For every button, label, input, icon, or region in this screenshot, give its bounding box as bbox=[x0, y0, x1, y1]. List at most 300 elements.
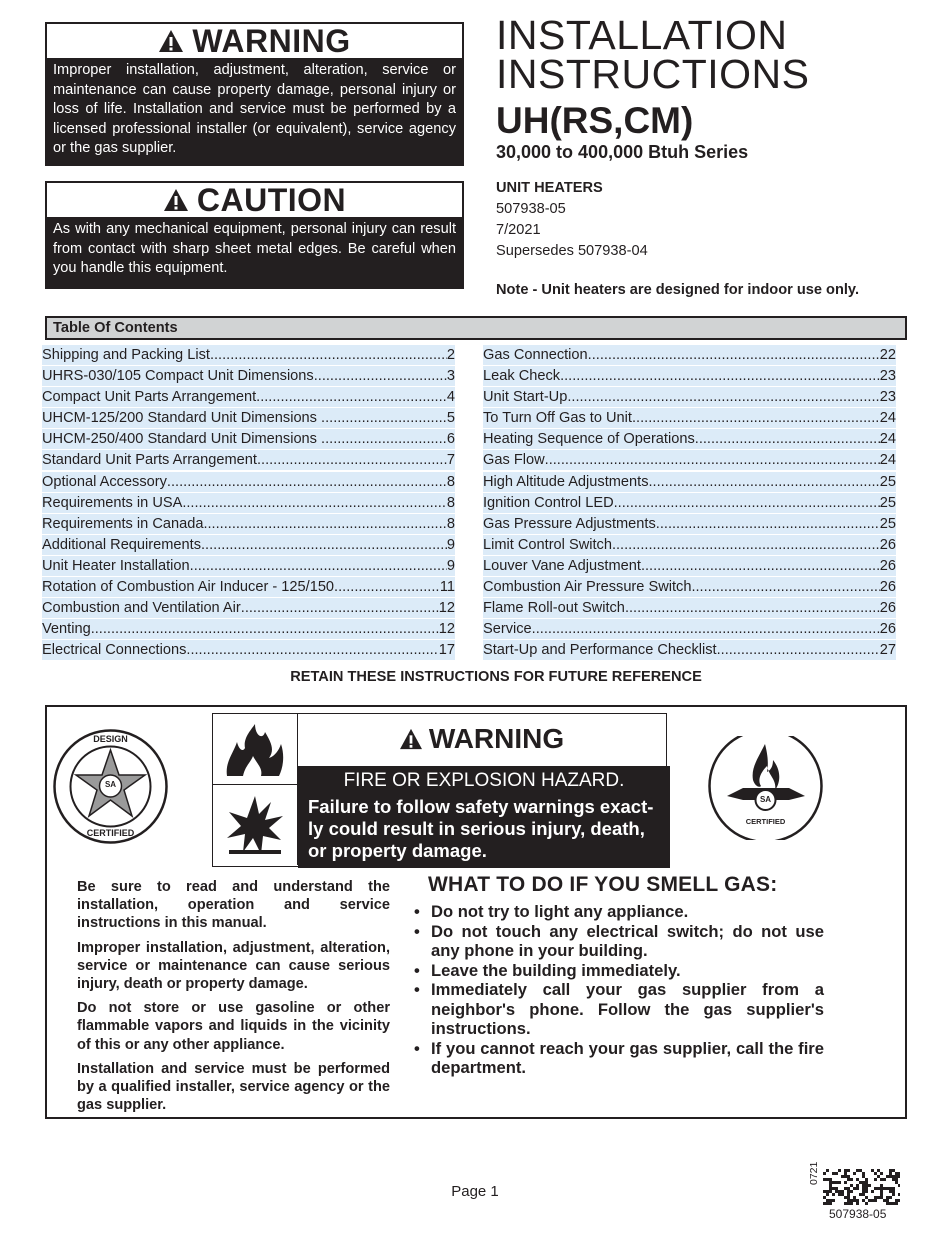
barcode-module bbox=[823, 1196, 826, 1199]
toc-entry-title: Ignition Control LED bbox=[483, 494, 614, 511]
barcode-module bbox=[847, 1190, 850, 1193]
toc-left-column bbox=[42, 345, 455, 661]
barcode-module bbox=[883, 1199, 886, 1202]
toc-entry-title: Combustion Air Pressure Switch bbox=[483, 579, 692, 596]
toc-entry-title: High Altitude Adjustments bbox=[483, 473, 649, 490]
toc-entry-title: Shipping and Packing List bbox=[42, 347, 210, 363]
barcode-module bbox=[847, 1193, 850, 1196]
toc-leader-dots bbox=[182, 494, 447, 513]
barcode-module bbox=[880, 1196, 883, 1199]
barcode-module bbox=[847, 1199, 850, 1202]
retain-notice: RETAIN THESE INSTRUCTIONS FOR FUTURE REFERENCE bbox=[290, 669, 702, 685]
csa-certified-logo bbox=[707, 736, 824, 840]
toc-entry-title: Gas Connection bbox=[483, 347, 588, 363]
toc-entry-page: 24 bbox=[879, 410, 896, 427]
toc-entry-title: UHCM-250/400 Standard Unit Dimensions ........ bbox=[42, 431, 354, 448]
barcode-module bbox=[865, 1187, 868, 1190]
barcode-module bbox=[895, 1181, 898, 1184]
toc-entry[interactable] bbox=[483, 366, 896, 386]
toc-leader-dots bbox=[353, 430, 446, 449]
toc-entry-page: 25 bbox=[879, 515, 896, 532]
toc-leader-dots bbox=[632, 409, 880, 428]
toc-entry[interactable] bbox=[483, 514, 896, 534]
barcode-module bbox=[889, 1187, 892, 1190]
barcode-module bbox=[886, 1187, 889, 1190]
toc-leader-dots bbox=[349, 409, 446, 428]
barcode-module bbox=[844, 1181, 847, 1184]
toc-entry[interactable] bbox=[42, 450, 455, 470]
barcode-module bbox=[886, 1196, 889, 1199]
toc-entry-page: 12 bbox=[438, 600, 455, 617]
barcode-module bbox=[847, 1196, 850, 1199]
barcode-module bbox=[880, 1187, 883, 1190]
barcode-module bbox=[865, 1190, 868, 1193]
series-range: 30,000 to 400,000 Btuh Series bbox=[496, 142, 749, 162]
barcode-module bbox=[859, 1169, 862, 1172]
barcode-module bbox=[844, 1187, 847, 1190]
barcode-module bbox=[859, 1181, 862, 1184]
toc-leader-dots bbox=[545, 451, 880, 470]
title-line-2: INSTRUCTIONS bbox=[496, 51, 810, 97]
barcode-module bbox=[874, 1196, 877, 1199]
barcode-module bbox=[871, 1190, 874, 1193]
toc-leader-dots bbox=[167, 473, 447, 492]
toc-entry[interactable] bbox=[42, 577, 455, 597]
toc-leader-dots bbox=[717, 641, 880, 660]
model-number: UH(RS,CM) bbox=[496, 100, 694, 141]
toc-entry-page: 17 bbox=[438, 642, 455, 659]
toc-entry[interactable] bbox=[42, 366, 455, 386]
toc-entry[interactable] bbox=[483, 535, 896, 555]
barcode-module bbox=[889, 1175, 892, 1178]
barcode-module bbox=[868, 1199, 871, 1202]
barcode-module bbox=[865, 1202, 868, 1205]
barcode-module bbox=[865, 1196, 868, 1199]
barcode-module bbox=[826, 1169, 829, 1172]
toc-leader-dots bbox=[695, 430, 880, 449]
list-item: • Leave the building immediately. bbox=[414, 960, 681, 980]
toc-entry-page: 26 bbox=[879, 621, 896, 638]
barcode-module bbox=[880, 1178, 883, 1181]
toc-entry[interactable] bbox=[483, 619, 896, 639]
qr-code-icon bbox=[823, 1169, 900, 1205]
toc-entry-title: Unit Heater Installation bbox=[42, 557, 190, 574]
toc-entry-title: Compact Unit Parts Arrangement bbox=[42, 389, 257, 406]
toc-entry-page: 26 bbox=[879, 579, 896, 596]
toc-leader-dots bbox=[532, 620, 880, 639]
toc-entry[interactable] bbox=[483, 429, 896, 449]
toc-entry[interactable] bbox=[483, 408, 896, 428]
barcode-module bbox=[880, 1190, 883, 1193]
doc-date: 7/2021 bbox=[496, 222, 541, 238]
toc-leader-dots bbox=[614, 494, 880, 513]
indoor-note bbox=[496, 282, 859, 298]
barcode-module bbox=[862, 1199, 865, 1202]
design-mark: SA bbox=[104, 780, 117, 789]
toc-entry-title: Additional Requirements bbox=[42, 536, 201, 553]
toc-leader-dots bbox=[257, 451, 447, 470]
toc-leader-dots bbox=[256, 388, 447, 407]
barcode-module bbox=[844, 1169, 847, 1172]
smell-gas-list bbox=[414, 902, 824, 1078]
barcode-module bbox=[889, 1196, 892, 1199]
category: UNIT HEATERS bbox=[496, 180, 603, 196]
toc-entry[interactable] bbox=[42, 556, 455, 576]
toc-entry-page: 3 bbox=[446, 368, 455, 385]
doc-number: 507938-05 bbox=[496, 201, 566, 217]
barcode-module bbox=[874, 1172, 877, 1175]
barcode-module bbox=[826, 1202, 829, 1205]
barcode-module bbox=[892, 1202, 895, 1205]
barcode-module bbox=[844, 1202, 847, 1205]
barcode-module bbox=[853, 1187, 856, 1190]
toc-entry[interactable] bbox=[42, 514, 455, 534]
toc-leader-dots bbox=[560, 367, 880, 386]
document-title bbox=[496, 12, 810, 97]
toc-entry-title: Leak Check bbox=[483, 368, 561, 385]
barcode-module bbox=[880, 1193, 883, 1196]
barcode-module bbox=[862, 1181, 865, 1184]
barcode-module bbox=[829, 1181, 832, 1184]
toc-entry-page: 22 bbox=[879, 347, 896, 363]
toc-leader-dots bbox=[186, 641, 438, 660]
alert-triangle-icon bbox=[399, 728, 423, 750]
toc-entry[interactable] bbox=[483, 450, 896, 470]
barcode-module bbox=[892, 1190, 895, 1193]
toc-entry-page: 4 bbox=[446, 389, 455, 406]
csa-mark: SA bbox=[759, 795, 772, 804]
toc-entry-title: UHRS-030/105 Compact Unit Dimensions bbox=[42, 368, 314, 385]
toc-leader-dots bbox=[588, 346, 880, 365]
barcode-module bbox=[868, 1184, 871, 1187]
toc-entry-title: Start-Up and Performance Checklist bbox=[483, 642, 717, 659]
list-item: • Do not try to light any appliance. bbox=[414, 902, 689, 921]
barcode-module bbox=[829, 1199, 832, 1202]
barcode-module bbox=[829, 1178, 832, 1181]
barcode-module bbox=[895, 1202, 898, 1205]
toc-entry[interactable] bbox=[42, 408, 455, 428]
toc-entry-title: Gas Pressure Adjustments bbox=[483, 515, 656, 532]
barcode-module bbox=[853, 1199, 856, 1202]
toc-leader-dots bbox=[314, 367, 447, 386]
toc-entry-page: 24 bbox=[879, 452, 896, 469]
toc-entry[interactable] bbox=[42, 619, 455, 639]
toc-entry-title: To Turn Off Gas to Unit bbox=[483, 410, 632, 427]
toc-entry-title: Electrical Connections bbox=[42, 642, 187, 659]
barcode-module bbox=[880, 1172, 883, 1175]
toc-entry-page: 8 bbox=[446, 473, 455, 490]
toc-entry[interactable] bbox=[42, 535, 455, 555]
warning-title: WARNING bbox=[192, 22, 351, 59]
barcode-module bbox=[877, 1175, 880, 1178]
barcode-module bbox=[859, 1193, 862, 1196]
barcode-module bbox=[898, 1172, 900, 1175]
toc-entry[interactable] bbox=[483, 493, 896, 513]
toc-entry-page: 24 bbox=[879, 431, 896, 448]
barcode-module bbox=[874, 1187, 877, 1190]
safety-instructions bbox=[77, 878, 390, 1120]
toc-entry-title: Optional Accessory bbox=[42, 473, 167, 490]
toc-entry-page: 26 bbox=[879, 536, 896, 553]
barcode-module bbox=[874, 1178, 877, 1181]
note-label: Note - bbox=[496, 282, 542, 298]
hazard-label: FIRE OR EXPLOSION HAZARD. bbox=[343, 770, 625, 791]
barcode-module bbox=[865, 1181, 868, 1184]
barcode-module bbox=[826, 1193, 829, 1196]
certified-label: CERTIFIED bbox=[86, 828, 135, 838]
fire-warning-title: WARNING bbox=[428, 723, 565, 754]
barcode-module bbox=[856, 1178, 859, 1181]
instruction-paragraph: Do not store or use gasoline or other flammable vapors and liquids in the vicinity of this or any other appliance. bbox=[77, 1000, 390, 1053]
explosion-icon bbox=[225, 794, 285, 856]
toc-entry-title: Unit Start-Up bbox=[483, 389, 568, 406]
toc-entry[interactable] bbox=[483, 472, 896, 492]
barcode-module bbox=[862, 1184, 865, 1187]
barcode-module bbox=[826, 1178, 829, 1181]
toc-entry-page: 23 bbox=[879, 368, 896, 385]
toc-entry[interactable] bbox=[483, 556, 896, 576]
barcode-module bbox=[856, 1199, 859, 1202]
toc-entry-page: 25 bbox=[879, 473, 896, 490]
barcode-module bbox=[838, 1169, 841, 1172]
design-label: DESIGN bbox=[93, 734, 128, 744]
barcode-module bbox=[895, 1175, 898, 1178]
barcode-module bbox=[871, 1169, 874, 1172]
barcode-module bbox=[883, 1187, 886, 1190]
barcode-module bbox=[886, 1202, 889, 1205]
barcode-module bbox=[892, 1178, 895, 1181]
warning-text: Improper installation, adjustment, alteration, service or maintenance can cause property damage, personal injury or loss of life. Installation and service must be performed by a licensed professional installer (or equivalent), service agency or the gas supplier. bbox=[53, 62, 456, 156]
toc-leader-dots bbox=[641, 557, 880, 576]
barcode-module bbox=[829, 1184, 832, 1187]
barcode-module bbox=[856, 1169, 859, 1172]
barcode-module bbox=[823, 1172, 826, 1175]
barcode-module bbox=[841, 1175, 844, 1178]
barcode-module bbox=[898, 1193, 900, 1196]
barcode-module bbox=[877, 1169, 880, 1172]
toc-entry-title: Limit Control Switch bbox=[483, 536, 612, 553]
toc-leader-dots bbox=[649, 473, 880, 492]
barcode-module bbox=[832, 1181, 835, 1184]
list-item: • Do not touch any electrical switch; do not use any phone in your building. bbox=[414, 921, 824, 960]
barcode-module bbox=[856, 1184, 859, 1187]
list-item: • If you cannot reach your gas supplier, call the fire department. bbox=[414, 1038, 824, 1077]
toc-entry-title: UHCM-125/200 Standard Unit Dimensions ....... bbox=[42, 410, 350, 427]
toc-entry-title: Flame Roll-out Switch bbox=[483, 600, 625, 617]
barcode-module bbox=[862, 1187, 865, 1190]
toc-leader-dots bbox=[656, 515, 880, 534]
fire-warning bbox=[212, 713, 667, 867]
barcode-module bbox=[832, 1187, 835, 1190]
barcode-module bbox=[895, 1172, 898, 1175]
barcode-module bbox=[892, 1175, 895, 1178]
toc-leader-dots bbox=[612, 536, 880, 555]
toc-entry-page: 6 bbox=[446, 431, 455, 448]
toc-entry-title: Service bbox=[483, 621, 532, 638]
barcode-module bbox=[826, 1199, 829, 1202]
barcode bbox=[823, 1169, 900, 1205]
hazard-icons bbox=[213, 714, 298, 865]
caution-box bbox=[45, 181, 464, 289]
toc-entry[interactable] bbox=[42, 640, 455, 660]
toc-entry-page: 7 bbox=[446, 452, 455, 469]
toc-leader-dots bbox=[691, 578, 879, 597]
toc-entry-title: Heating Sequence of Operations bbox=[483, 431, 695, 448]
barcode-module bbox=[829, 1202, 832, 1205]
toc-entry[interactable] bbox=[42, 345, 455, 365]
warning-header bbox=[47, 24, 462, 58]
toc-leader-dots bbox=[201, 536, 447, 555]
toc-entry-title: Standard Unit Parts Arrangement bbox=[42, 452, 257, 469]
barcode-module bbox=[832, 1172, 835, 1175]
barcode-module bbox=[835, 1181, 838, 1184]
barcode-module bbox=[823, 1190, 826, 1193]
barcode-module bbox=[844, 1175, 847, 1178]
toc-entry-page: 9 bbox=[446, 536, 455, 553]
page-number: Page 1 bbox=[451, 1183, 499, 1200]
toc-entry-page: 23 bbox=[879, 389, 896, 406]
barcode-module bbox=[835, 1190, 838, 1193]
toc-entry-title: Requirements in USA bbox=[42, 494, 183, 511]
toc-entry-page: 5 bbox=[446, 410, 455, 427]
toc-right-column bbox=[483, 345, 896, 661]
barcode-module bbox=[850, 1190, 853, 1193]
barcode-module bbox=[853, 1196, 856, 1199]
toc-entry[interactable] bbox=[483, 577, 896, 597]
barcode-module bbox=[838, 1190, 841, 1193]
barcode-module bbox=[847, 1202, 850, 1205]
fire-warning-body bbox=[298, 766, 670, 868]
toc-entry-page: 8 bbox=[446, 494, 455, 511]
list-item: • Immediately call your gas supplier from a neighbor's phone. Follow the gas supplier's instructions. bbox=[414, 980, 824, 1038]
barcode-module bbox=[853, 1172, 856, 1175]
barcode-module bbox=[844, 1196, 847, 1199]
barcode-module bbox=[844, 1172, 847, 1175]
barcode-module bbox=[823, 1202, 826, 1205]
barcode-module bbox=[850, 1178, 853, 1181]
code-year: 0721 bbox=[808, 1161, 820, 1185]
toc-entry-page: 26 bbox=[879, 557, 896, 574]
toc-entry-title: Louver Vane Adjustment bbox=[483, 557, 641, 574]
toc-leader-dots bbox=[190, 557, 447, 576]
barcode-module bbox=[826, 1190, 829, 1193]
toc-entry-page: 12 bbox=[438, 621, 455, 638]
icon-divider bbox=[213, 784, 297, 785]
toc-entry-page: 9 bbox=[446, 557, 455, 574]
barcode-module bbox=[841, 1190, 844, 1193]
fire-icon bbox=[223, 722, 287, 778]
toc-entry-page: 26 bbox=[879, 600, 896, 617]
barcode-module bbox=[850, 1184, 853, 1187]
toc-leader-dots bbox=[91, 620, 439, 639]
toc-entry[interactable] bbox=[42, 493, 455, 513]
barcode-module bbox=[877, 1196, 880, 1199]
barcode-module bbox=[880, 1184, 883, 1187]
barcode-module bbox=[889, 1169, 892, 1172]
toc-entry-title: Requirements in Canada bbox=[42, 515, 204, 532]
toc-entry-page: 27 bbox=[879, 642, 896, 659]
barcode-module bbox=[862, 1193, 865, 1196]
toc-entry[interactable] bbox=[42, 472, 455, 492]
toc-entry-page: 11 bbox=[439, 579, 455, 596]
toc-entry-page: 25 bbox=[879, 494, 896, 511]
barcode-module bbox=[892, 1169, 895, 1172]
alert-triangle-icon bbox=[163, 188, 189, 212]
toc-entry[interactable] bbox=[483, 387, 896, 407]
toc-entry[interactable] bbox=[483, 598, 896, 618]
barcode-module bbox=[847, 1169, 850, 1172]
toc-entry[interactable] bbox=[42, 598, 455, 618]
toc-entry[interactable] bbox=[483, 640, 896, 660]
barcode-module bbox=[841, 1193, 844, 1196]
barcode-module bbox=[877, 1187, 880, 1190]
fire-warning-header bbox=[298, 714, 665, 764]
barcode-module bbox=[889, 1190, 892, 1193]
barcode-module bbox=[889, 1202, 892, 1205]
barcode-module bbox=[856, 1202, 859, 1205]
barcode-module bbox=[829, 1190, 832, 1193]
toc-entry[interactable] bbox=[42, 429, 455, 449]
barcode-module bbox=[838, 1181, 841, 1184]
caution-header bbox=[47, 183, 462, 217]
barcode-module bbox=[832, 1199, 835, 1202]
instruction-paragraph: Installation and service must be performed by a qualified installer, service agency or the gas supplier. bbox=[77, 1060, 390, 1114]
barcode-module bbox=[862, 1172, 865, 1175]
smell-gas-title: WHAT TO DO IF YOU SMELL GAS: bbox=[428, 873, 778, 896]
barcode-module bbox=[883, 1178, 886, 1181]
toc-heading: Table Of Contents bbox=[45, 316, 907, 340]
title-line-1: INSTALLATION bbox=[496, 12, 788, 58]
barcode-module bbox=[889, 1172, 892, 1175]
toc-entry-title: Venting bbox=[42, 621, 91, 638]
supersedes: Supersedes 507938-04 bbox=[496, 243, 648, 259]
barcode-module bbox=[835, 1187, 838, 1190]
warning-box bbox=[45, 22, 464, 166]
toc-leader-dots bbox=[567, 388, 879, 407]
barcode-module bbox=[862, 1175, 865, 1178]
barcode-module bbox=[856, 1187, 859, 1190]
barcode-module bbox=[874, 1199, 877, 1202]
barcode-module bbox=[865, 1184, 868, 1187]
toc-entry[interactable] bbox=[42, 387, 455, 407]
toc-leader-dots bbox=[203, 515, 446, 534]
barcode-module bbox=[895, 1178, 898, 1181]
csa-certified-label: CERTIFIED bbox=[745, 817, 786, 826]
barcode-module bbox=[898, 1175, 900, 1178]
toc-entry-title: Combustion and Ventilation Air bbox=[42, 600, 241, 617]
barcode-module bbox=[892, 1193, 895, 1196]
barcode-module bbox=[898, 1199, 900, 1202]
toc-leader-dots bbox=[334, 578, 440, 597]
document-meta bbox=[496, 178, 648, 262]
caution-text: As with any mechanical equipment, personal injury can result from contact with sharp sheet metal edges. Be careful when you handle this equipment. bbox=[53, 221, 456, 276]
barcode-module bbox=[862, 1190, 865, 1193]
barcode-module bbox=[886, 1175, 889, 1178]
toc-entry-title: Rotation of Combustion Air Inducer - 125/150 bbox=[42, 579, 335, 596]
toc-entry[interactable] bbox=[483, 345, 896, 365]
toc-leader-dots bbox=[241, 599, 439, 618]
toc-entry-page: 8 bbox=[446, 515, 455, 532]
design-certified-logo bbox=[52, 728, 169, 845]
note-text: Unit heaters are designed for indoor use only. bbox=[541, 282, 860, 298]
barcode-module bbox=[829, 1187, 832, 1190]
toc-entry-page: 2 bbox=[446, 347, 455, 363]
barcode-module bbox=[850, 1199, 853, 1202]
toc-leader-dots bbox=[210, 346, 447, 365]
barcode-module bbox=[835, 1172, 838, 1175]
barcode-module bbox=[898, 1184, 900, 1187]
barcode-module bbox=[847, 1178, 850, 1181]
